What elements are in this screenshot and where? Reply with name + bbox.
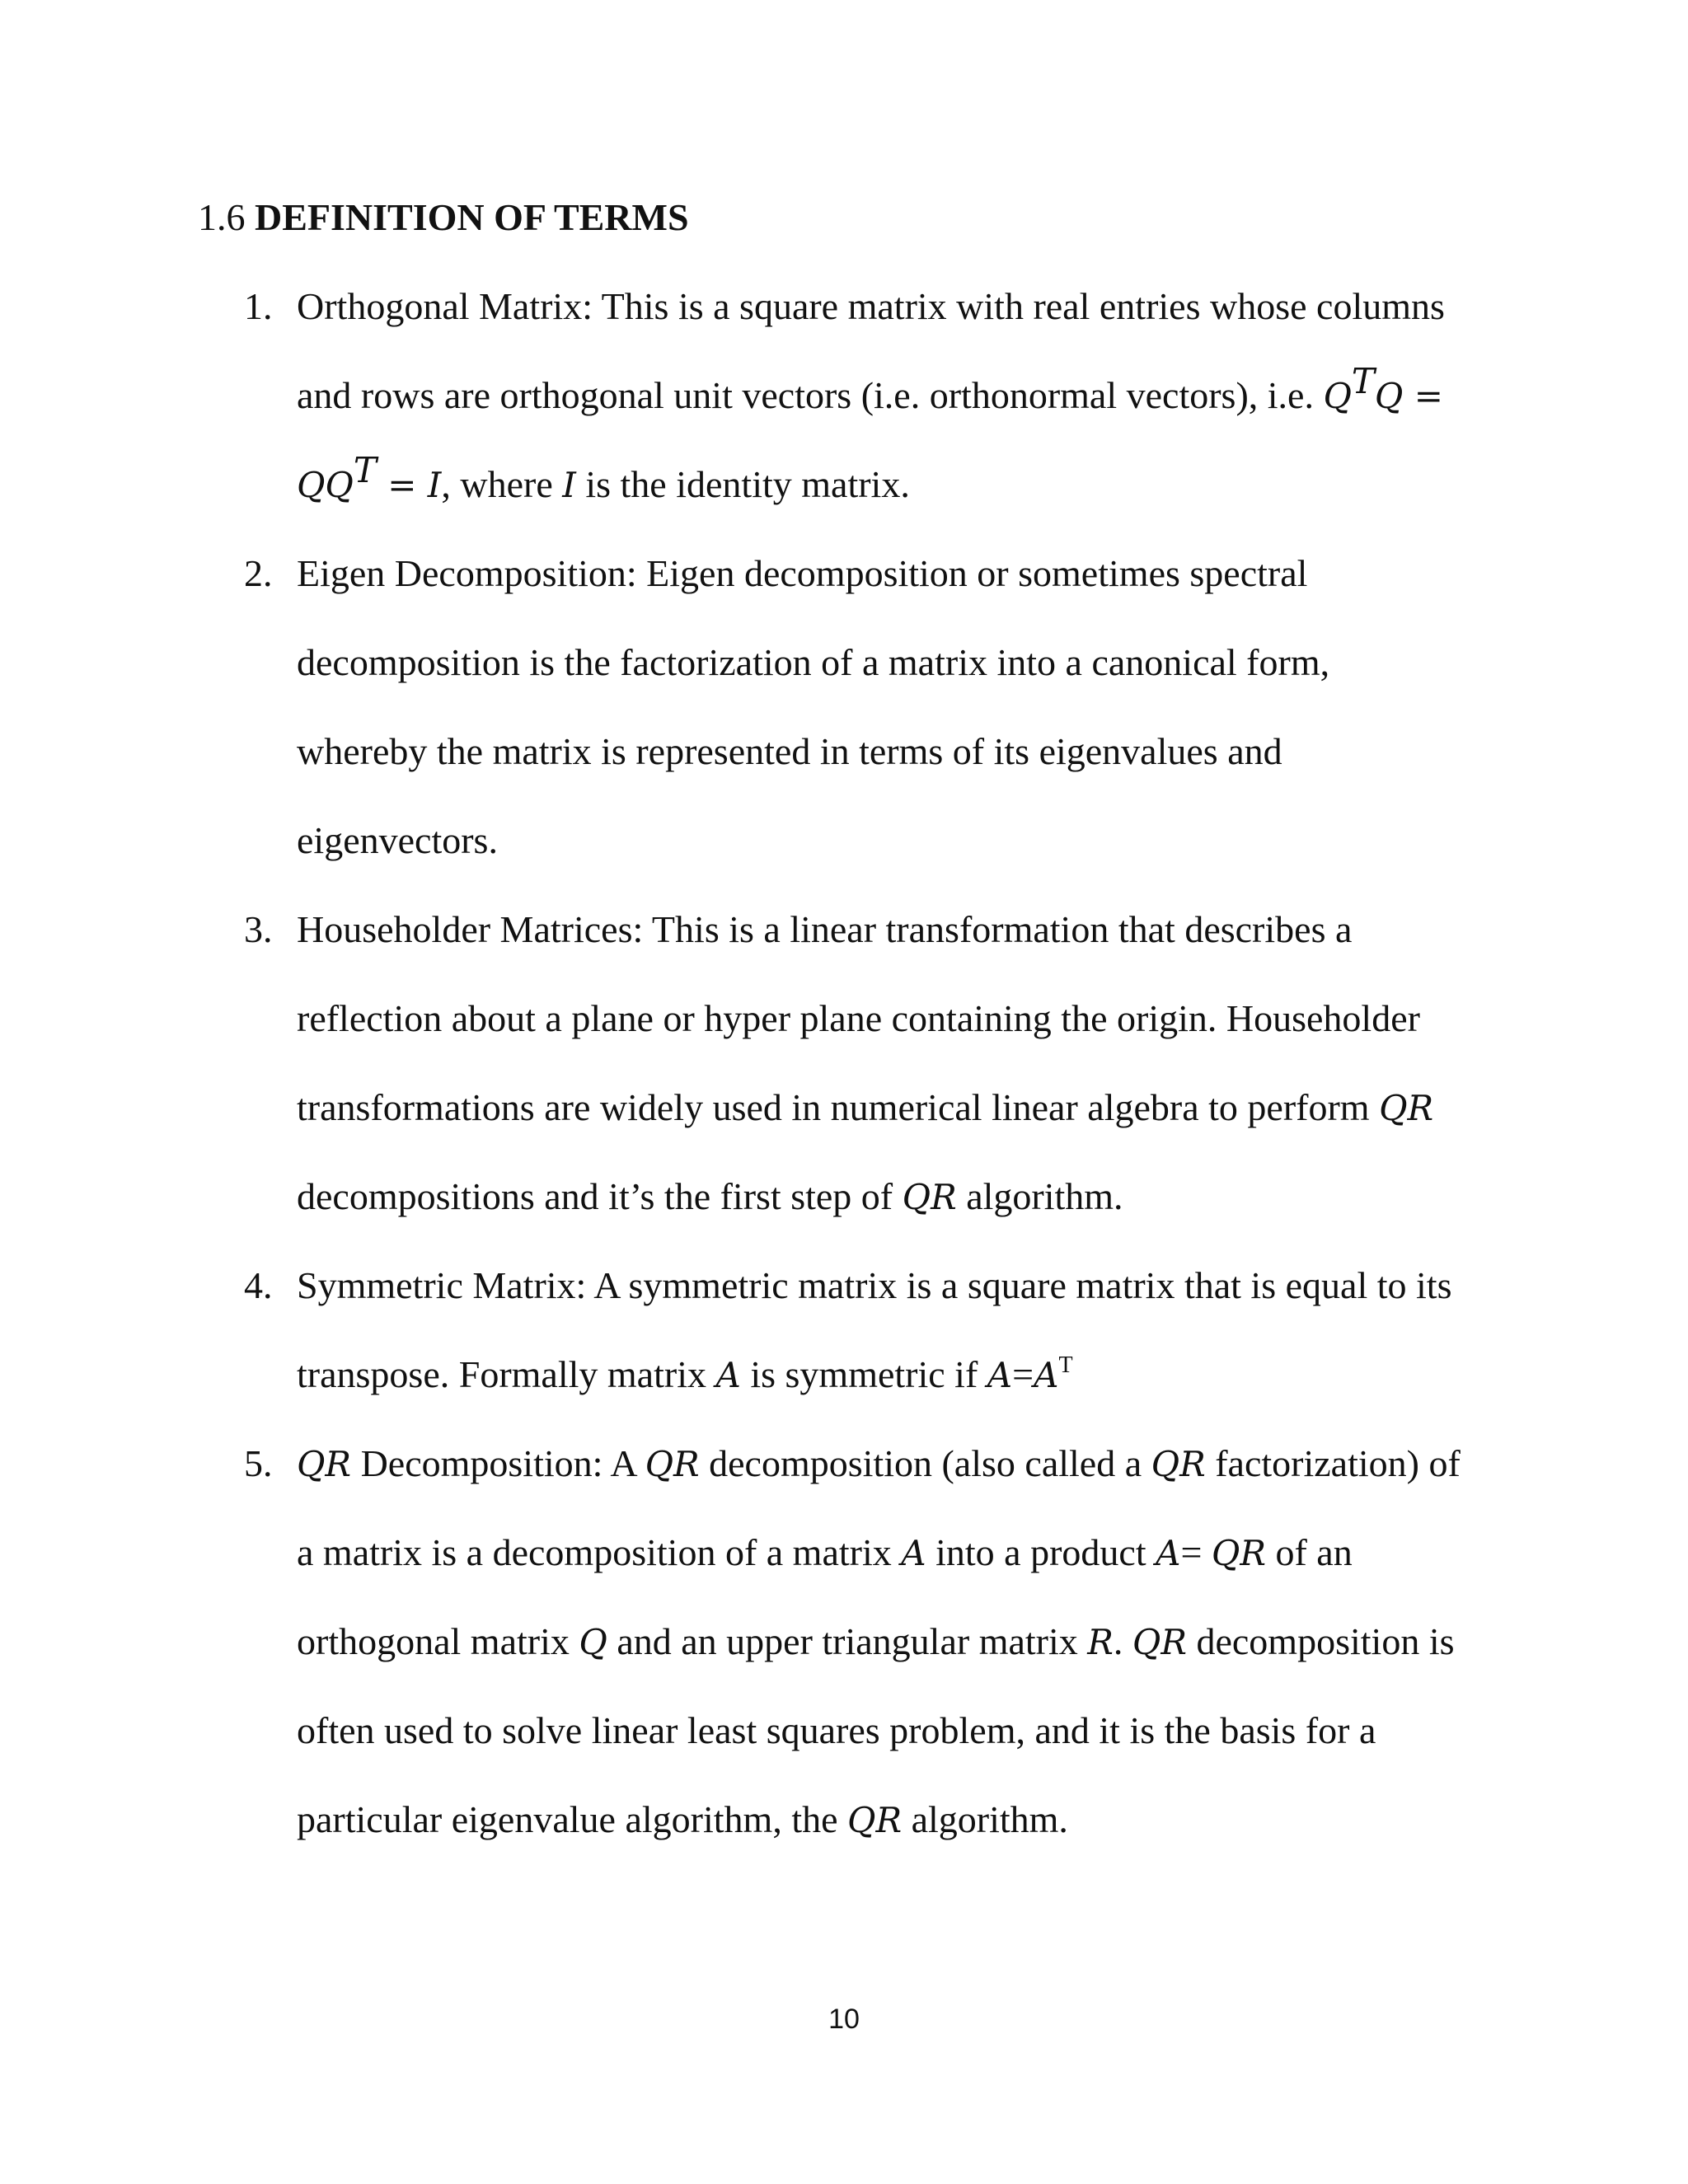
- item-number: 1.: [244, 285, 273, 327]
- item-5-line-4: often used to solve linear least squares problem, and it is the basis for a: [297, 1709, 1376, 1751]
- item-5-line-3: orthogonal matrix Q and an upper triangular matrix R. QR decomposition is: [297, 1620, 1455, 1662]
- item-5-line-2: a matrix is a decomposition of a matrix A into a product A= QR of an: [297, 1531, 1353, 1573]
- item-5-line-5: particular eigenvalue algorithm, the QR algorithm.: [297, 1798, 1068, 1840]
- item-3-line-1: Householder Matrices: This is a linear transformation that describes a: [297, 908, 1353, 950]
- item-3-line-4: decompositions and it’s the first step of QR algorithm.: [297, 1175, 1123, 1217]
- item-2-line-1: Eigen Decomposition: Eigen decomposition or sometimes spectral: [297, 552, 1308, 594]
- item-number: 4.: [244, 1264, 273, 1306]
- item-1-line-1: Orthogonal Matrix: This is a square matrix with real entries whose columns: [297, 285, 1445, 327]
- section-number: 1.6: [198, 196, 246, 238]
- item-number: 5.: [244, 1442, 273, 1484]
- item-1-line-2: and rows are orthogonal unit vectors (i.e. orthonormal vectors), i.e. $Q^TQ$ =: [297, 361, 1443, 416]
- item-3-line-2: reflection about a plane or hyper plane containing the origin. Householder: [297, 997, 1420, 1039]
- item-2-line-4: eigenvectors.: [297, 819, 498, 861]
- item-2-line-2: decomposition is the factorization of a matrix into a canonical form,: [297, 641, 1330, 683]
- item-4-line-1: Symmetric Matrix: A symmetric matrix is a square matrix that is equal to its: [297, 1264, 1452, 1306]
- page-number: 10: [828, 2004, 860, 2035]
- item-number: 2.: [244, 552, 273, 594]
- math-q: Q: [1323, 376, 1352, 416]
- section-title: DEFINITION OF TERMS: [255, 196, 689, 238]
- item-2-line-3: whereby the matrix is represented in terms of its eigenvalues and: [297, 730, 1282, 772]
- section-heading: [198, 191, 689, 244]
- item-4-line-2: transpose. Formally matrix A is symmetric if $A=A^T$: [297, 1352, 1073, 1395]
- item-1-line-3: $QQ^T = I$, where I is the identity matrix.: [297, 450, 910, 505]
- item-3-line-3: transformations are widely used in numerical linear algebra to perform QR: [297, 1086, 1434, 1128]
- item-number: 3.: [244, 908, 273, 950]
- item-5-line-1: QR Decomposition: A QR decomposition (also called a QR factorization) of: [297, 1442, 1461, 1484]
